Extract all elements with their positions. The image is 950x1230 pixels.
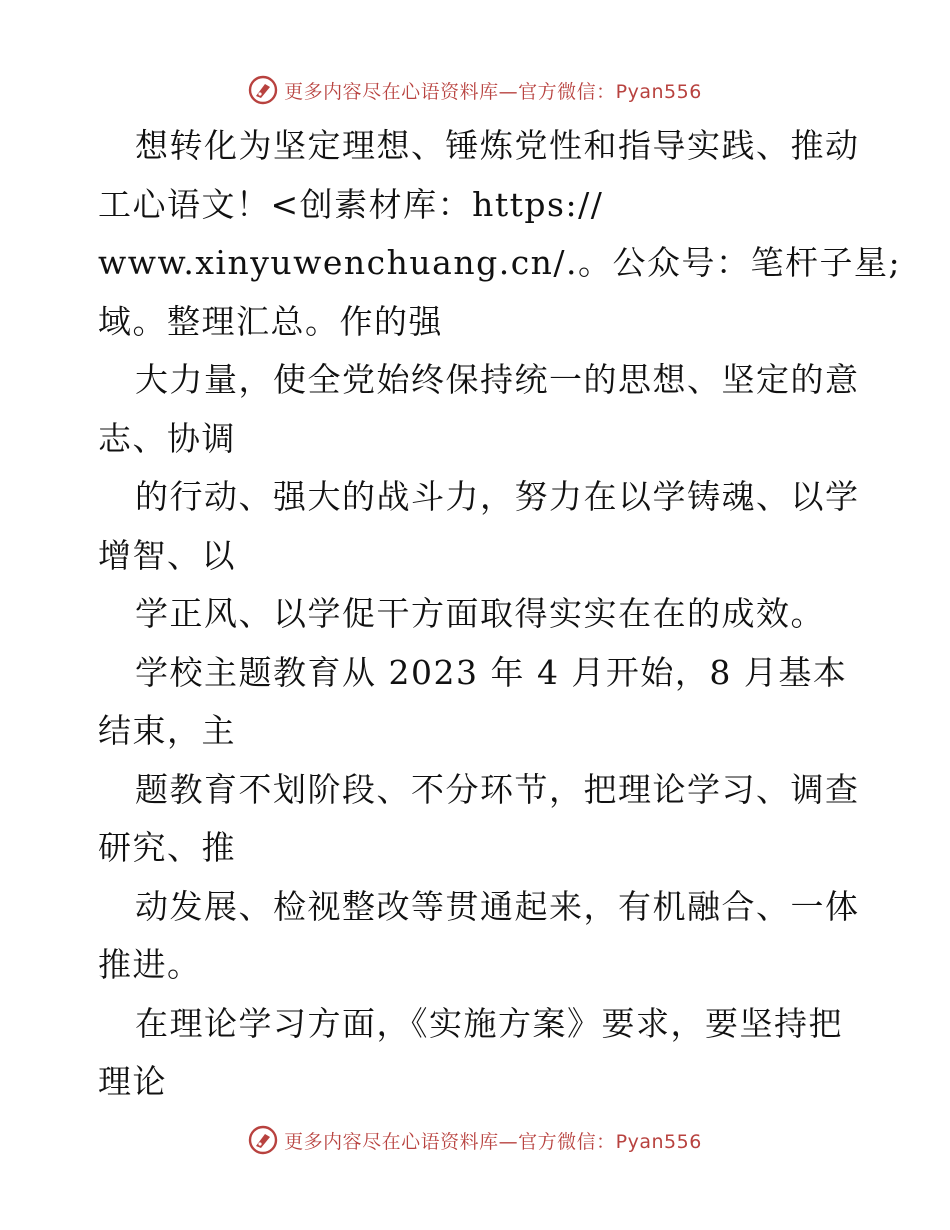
text-line: 想转化为坚定理想、锤炼党性和指导实践、推动	[135, 126, 860, 165]
text-line: 的行动、强大的战斗力，努力在以学铸魂、以学	[135, 477, 860, 516]
text-line: 结束，主	[98, 711, 236, 750]
text-line: 题教育不划阶段、不分环节，把理论学习、调查	[135, 769, 860, 809]
watermark-text: 更多内容尽在心语资料库—官方微信：Pyan556	[284, 80, 702, 103]
text-line: 域。整理汇总。作的强	[98, 301, 443, 341]
text-line: 学校主题教育从 2023 年 4 月开始，8 月基本	[135, 652, 848, 692]
text-line: 增智、以	[98, 535, 236, 575]
text-line: 动发展、检视整改等贯通起来，有机融合、一体	[135, 886, 860, 926]
watermark-text: 更多内容尽在心语资料库—官方微信：Pyan556	[284, 1130, 702, 1153]
header-watermark	[0, 70, 950, 110]
text-line: 志、协调	[98, 418, 236, 458]
text-line: 在理论学习方面，《实施方案》要求，要坚持把	[135, 1003, 843, 1043]
text-line: 研究、推	[98, 828, 236, 867]
text-line: www.xinyuwenchuang.cn/.。公众号：笔杆子星;	[98, 243, 902, 282]
text-line: 工心语文！<创素材库：https://	[98, 184, 604, 224]
text-line: 推进。	[98, 945, 202, 984]
text-line: 大力量，使全党始终保持统一的思想、坚定的意	[135, 360, 860, 399]
pen-nib-logo-icon	[248, 75, 278, 105]
pen-nib-logo-icon	[248, 1125, 278, 1155]
text-line: 理论	[98, 1062, 167, 1101]
document-body	[98, 117, 902, 1112]
text-line: 学正风、以学促干方面取得实实在在的成效。	[135, 594, 825, 633]
footer-watermark	[0, 1120, 950, 1160]
